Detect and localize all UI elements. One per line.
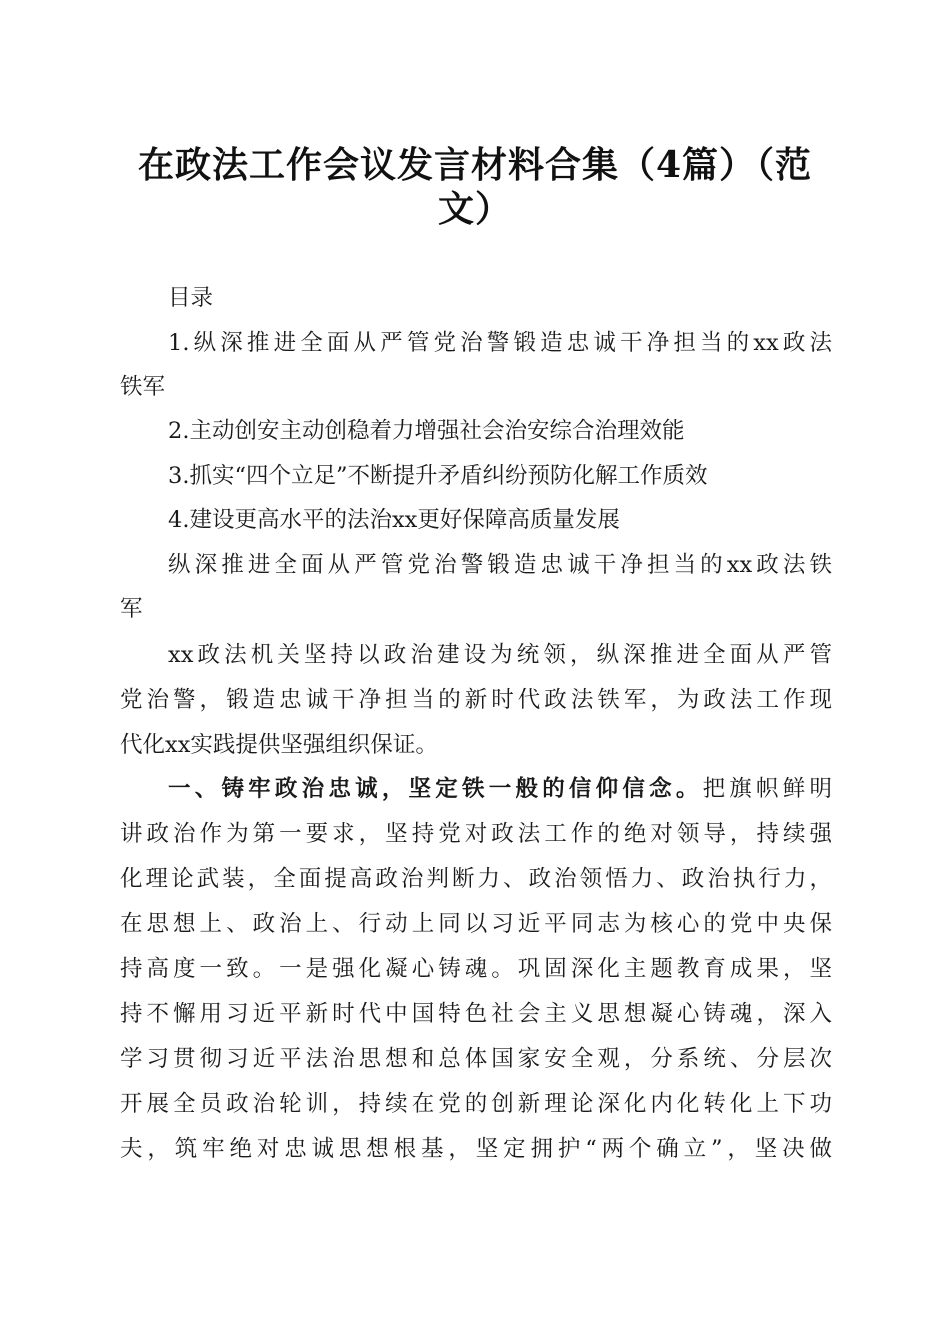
section-1-first-line	[168, 773, 832, 805]
article-title-continued: 军	[120, 596, 143, 622]
paragraph-line: 讲政治作为第一要求，坚持党对政法工作的绝对领导，持续强	[120, 821, 832, 847]
paragraph-line: 党治警，锻造忠诚干净担当的新时代政法铁军，为政法工作现	[120, 687, 832, 713]
document-title-line-2: 文）	[437, 188, 512, 230]
section-1-heading: 一、铸牢政治忠诚，坚定铁一般的信仰信念。	[168, 776, 703, 802]
paragraph-line: 在思想上、政治上、行动上同以习近平同志为核心的党中央保	[120, 911, 832, 937]
paragraph-line: 学习贯彻习近平法治思想和总体国家安全观，分系统、分层次	[120, 1046, 832, 1072]
paragraph-line: 化理论武装，全面提高政治判断力、政治领悟力、政治执行力，	[120, 866, 832, 892]
paragraph-line: 持高度一致。一是强化凝心铸魂。巩固深化主题教育成果，坚	[120, 956, 832, 982]
article-title: 纵深推进全面从严管党治警锻造忠诚干净担当的xx政法铁	[168, 552, 832, 578]
section-1-text: 把旗帜鲜明	[702, 776, 832, 802]
toc-item-1: 1.纵深推进全面从严管党治警锻造忠诚干净担当的xx政法	[168, 330, 832, 356]
toc-item-3: 3.抓实“四个立足”不断提升矛盾纠纷预防化解工作质效	[168, 463, 708, 489]
document-title-line-1: 在政法工作会议发言材料合集（4篇）（范	[137, 144, 813, 186]
paragraph-line: xx政法机关坚持以政治建设为统领，纵深推进全面从严管	[168, 642, 832, 668]
paragraph-line: 代化xx实践提供坚强组织保证。	[120, 732, 438, 758]
toc-item-1-continued: 铁军	[120, 374, 166, 400]
toc-heading: 目录	[168, 285, 214, 311]
paragraph-line: 夫，筑牢绝对忠诚思想根基，坚定拥护“两个确立”，坚决做	[120, 1136, 832, 1162]
paragraph-line: 持不懈用习近平新时代中国特色社会主义思想凝心铸魂，深入	[120, 1001, 832, 1027]
toc-item-4: 4.建设更高水平的法治xx更好保障高质量发展	[168, 507, 620, 533]
paragraph-line: 开展全员政治轮训，持续在党的创新理论深化内化转化上下功	[120, 1091, 832, 1117]
toc-item-2: 2.主动创安主动创稳着力增强社会治安综合治理效能	[168, 418, 685, 444]
